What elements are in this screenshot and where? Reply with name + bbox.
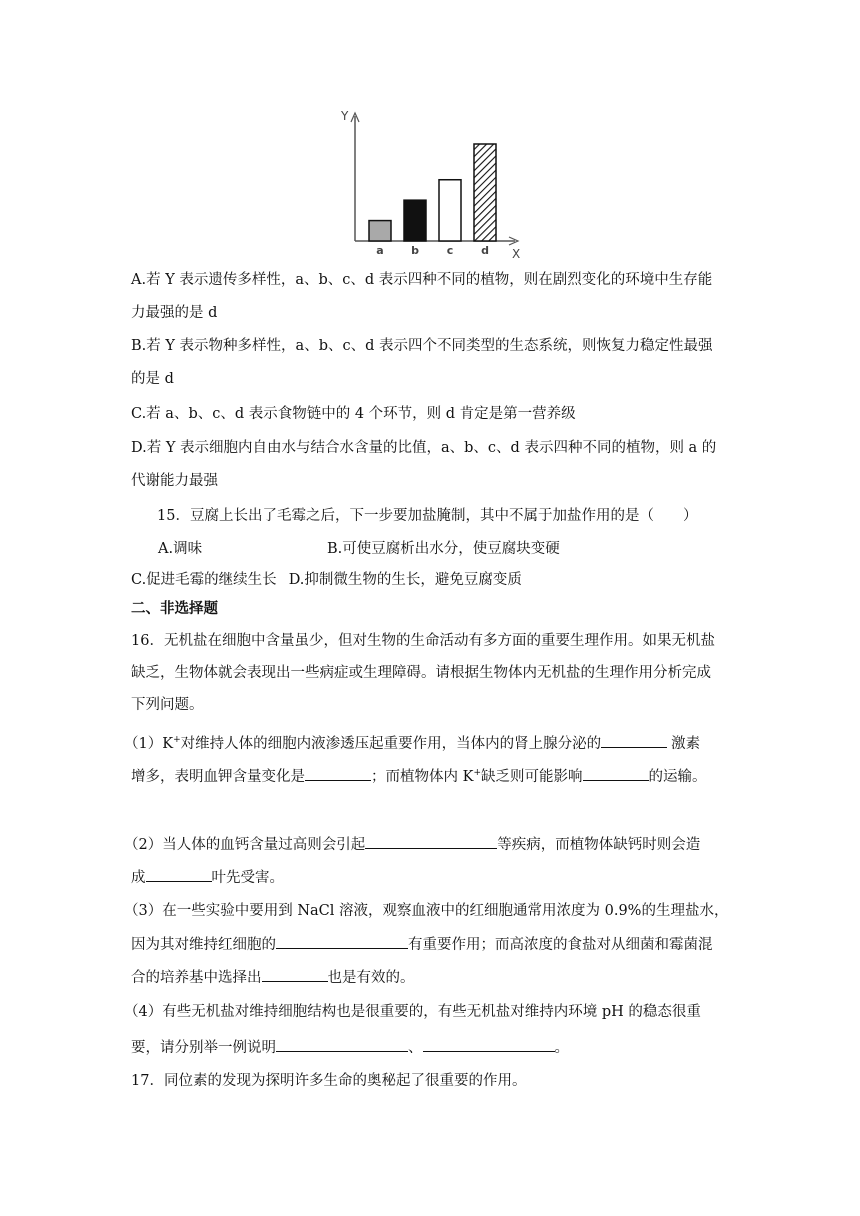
q14-option-a-line2: 力最强的是 d [131,305,218,321]
q16-part3-line3: 合的培养基中选择出 也是有效的。 [131,967,415,988]
answer-blank[interactable] [146,867,212,882]
q16-part4-line2: 要，请分别举一例说明 、 。 [131,1037,569,1058]
q16-part1-line2: 增多，表明血钾含量变化是 ；而植物体内 K+缺乏则可能影响 的运输。 [131,766,707,787]
bar-chart [335,104,525,260]
bar-a [369,221,391,241]
q15-option-c-d [131,570,522,590]
q16-stem-line3: 下列问题。 [131,697,204,713]
q15-option-b: B.可使豆腐析出水分，使豆腐块变硬 [327,541,560,557]
answer-blank[interactable] [583,766,649,781]
q14-option-b-line2: 的是 d [131,371,174,387]
q15-option-d: D.抑制微生物的生长，避免豆腐变质 [288,572,522,588]
q16-part2-line2: 成 叶先受害。 [131,867,284,888]
q15-stem: 15．豆腐上长出了毛霉之后，下一步要加盐腌制，其中不属于加盐作用的是（ ） [157,508,698,524]
q16-stem-line2: 缺乏，生物体就会表现出一些病症或生理障碍。请根据生物体内无机盐的生理作用分析完成 [131,665,711,681]
q17-stem: 17．同位素的发现为探明许多生命的奥秘起了很重要的作用。 [131,1073,527,1089]
section-title: 二、非选择题 [131,600,218,617]
bar-c [439,180,461,241]
q16-stem-line1: 16．无机盐在细胞中含量虽少，但对生物的生命活动有多方面的重要生理作用。如果无机盐 [131,633,715,649]
q15-option-a: A.调味 [158,541,203,557]
x-tick-label-c: c [446,244,454,257]
bar-b [404,200,426,241]
q16-part4-line1: （4）有些无机盐对维持细胞结构也是很重要的，有些无机盐对维持内环境 pH 的稳态很重 [124,1004,701,1020]
y-axis-label: Y [341,109,349,123]
q16-part3-line2: 因为其对维持红细胞的 有重要作用；而高浓度的食盐对从细菌和霉菌混 [131,934,713,955]
answer-blank[interactable] [262,967,328,982]
q14-option-a-line1: A.若 Y 表示遗传多样性，a、b、c、d 表示四种不同的植物，则在剧烈变化的环境中生存能 [131,272,713,288]
answer-blank[interactable] [305,766,371,781]
x-tick-label-d: d [481,244,489,257]
q14-option-d-line1: D.若 Y 表示细胞内自由水与结合水含量的比值，a、b、c、d 表示四种不同的植物，则 a 的 [131,440,717,456]
answer-blank[interactable] [423,1037,555,1052]
q16-part3-line1: （3）在一些实验中要用到 NaCl 溶液，观察血液中的红细胞通常用浓度为 0.9%的生理盐水， [124,903,729,919]
q16-part1-line1: （1）K+对维持人体的细胞内液渗透压起重要作用，当体内的肾上腺分泌的 激素 [124,733,700,754]
bar-d [474,144,496,241]
answer-blank[interactable] [276,1037,408,1052]
answer-blank[interactable] [365,834,497,849]
x-tick-label-a: a [376,244,384,257]
q15-option-c: C.促进毛霉的继续生长 [131,572,277,588]
answer-blank[interactable] [276,934,408,949]
q14-option-b-line1: B.若 Y 表示物种多样性，a、b、c、d 表示四个不同类型的生态系统，则恢复力稳定性最强 [131,338,713,354]
x-tick-label-b: b [411,244,419,257]
answer-blank[interactable] [601,733,667,748]
q16-part2-line1: （2）当人体的血钙含量过高则会引起 等疾病，而植物体缺钙时则会造 [124,834,700,855]
x-axis-label: X [512,247,521,260]
q14-option-d-line2: 代谢能力最强 [131,473,218,489]
q14-option-c: C.若 a、b、c、d 表示食物链中的 4 个环节，则 d 肯定是第一营养级 [131,406,576,422]
